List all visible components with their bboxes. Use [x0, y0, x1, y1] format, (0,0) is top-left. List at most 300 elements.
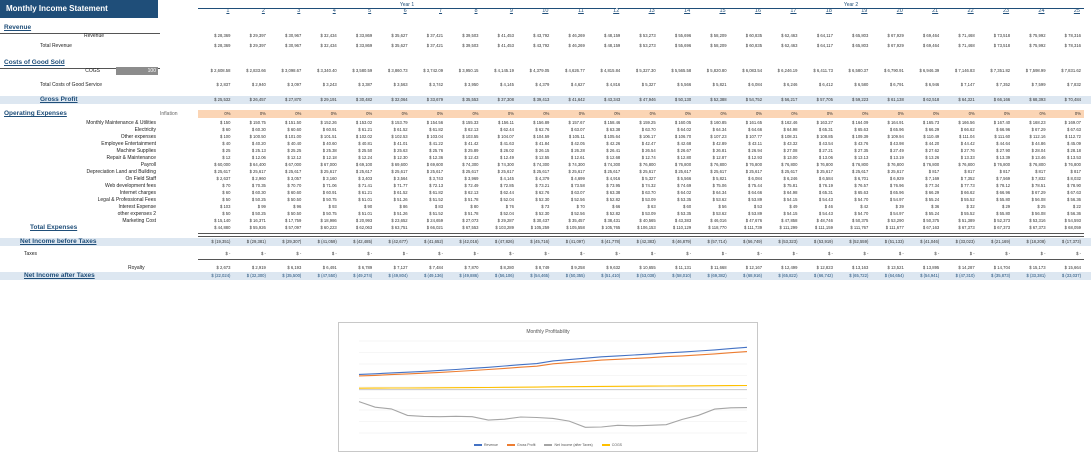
cell: $ 12.18	[322, 155, 337, 160]
cell: $ 55,926	[249, 225, 266, 230]
cell: $ 40.20	[251, 141, 266, 146]
cell: $ 6,084	[748, 82, 763, 87]
cell: $ 73,518	[993, 43, 1011, 48]
row-gross-profit	[0, 96, 1091, 104]
month-header-12: 12	[613, 8, 620, 14]
cell: $ 67,373	[993, 225, 1011, 230]
tax-cell: $ -	[579, 251, 585, 256]
row-total-cogs	[0, 81, 1091, 89]
cell: $ 27,870	[285, 97, 302, 102]
cell: $ 64.02	[677, 190, 692, 195]
cell: $ 78,316	[1064, 43, 1081, 48]
cell: $ 25,617	[887, 169, 904, 174]
cell: $ 25,617	[781, 169, 798, 174]
month-header-17: 17	[790, 8, 797, 14]
row-cogs	[0, 67, 1091, 75]
cell: $ 160.85	[710, 120, 727, 125]
cell: 0%	[1004, 111, 1011, 116]
cell: $ 61.21	[358, 190, 373, 195]
cell: $ 25.25	[287, 148, 302, 153]
cell: $ (35,873)	[991, 273, 1011, 278]
cell: $ 6,193	[287, 265, 302, 270]
cell: $ 64.34	[712, 190, 727, 195]
cell: $ 4,815.84	[600, 68, 621, 73]
cell: $ 52.04	[499, 211, 514, 216]
month-header-21: 21	[932, 8, 939, 14]
cell: $ 9,258	[570, 265, 585, 270]
cell: $ 6,084	[748, 176, 763, 181]
cell: $ 27.76	[960, 148, 975, 153]
month-header-11: 11	[578, 8, 584, 14]
cell: 0%	[826, 111, 833, 116]
cell: $ 73,518	[993, 33, 1011, 38]
cell: $ 4,627	[570, 82, 585, 87]
cell: $ 3,743	[429, 176, 444, 181]
cell: $ 56.08	[1031, 197, 1046, 202]
cell: $ 32,434	[320, 33, 337, 38]
cell: $ 105.64	[603, 134, 621, 139]
cell: $ 61.82	[429, 190, 444, 195]
cell: $ 25,617	[497, 169, 514, 174]
tax-cell: $ -	[969, 251, 975, 256]
cell: $ 43.32	[783, 141, 798, 146]
cell: $ (49,274)	[353, 273, 373, 278]
cell: $ 164.91	[887, 120, 904, 125]
cell: $ 50.25	[251, 197, 266, 202]
year-2-header: Year 2	[618, 2, 1084, 9]
cell: $ 61.82	[429, 127, 444, 132]
cell: $ 25,617	[355, 169, 373, 174]
cell: $ 53.89	[748, 197, 763, 202]
row-label: On Field Staff	[125, 176, 156, 182]
cell: $ (45,716)	[530, 239, 550, 244]
cell: $ 12.43	[464, 155, 479, 160]
cell: $ 106.17	[639, 134, 656, 139]
cell: $ 69,600	[426, 162, 444, 167]
cell: $ 53,290	[887, 218, 904, 223]
cell: 0%	[224, 111, 231, 116]
cell: $ 35,553	[462, 97, 479, 102]
cell: $ 6,411.73	[813, 68, 833, 73]
cell: $ 60	[683, 204, 692, 209]
cell: $ (47,310)	[955, 273, 975, 278]
cell: $ 70.70	[287, 183, 302, 188]
cell: $ 52,388	[710, 97, 727, 102]
cell: $ 27.21	[818, 148, 833, 153]
cell: $ 74.69	[677, 183, 692, 188]
cell: 0%	[685, 111, 692, 116]
cell: 0%	[968, 111, 975, 116]
row-label: Web development fees	[104, 183, 156, 189]
cell: $ 4,699	[570, 176, 585, 181]
cell: $ 70	[222, 183, 231, 188]
profitability-chart[interactable]	[338, 322, 758, 452]
row-total-expenses	[0, 224, 1091, 232]
cell: $ 25,617	[391, 169, 408, 174]
cell: $ 151.50	[285, 120, 302, 125]
month-header-16: 16	[754, 8, 762, 14]
cell: $ (49,886)	[459, 273, 479, 278]
month-header-10: 10	[542, 8, 549, 14]
cell: $ 52.56	[570, 211, 585, 216]
cell: $ 63.70	[641, 190, 656, 195]
cell: $ 105.11	[568, 134, 585, 139]
cell: $ 3,742	[429, 82, 444, 87]
cell: $ 99	[257, 204, 266, 209]
cell: $ 76,800	[816, 162, 833, 167]
cell: $ 75.44	[748, 183, 763, 188]
cell: $ (29,307)	[282, 239, 302, 244]
cell: $ 63.07	[570, 127, 585, 132]
series-line-revenue	[359, 347, 747, 374]
cell: $ 25,617	[568, 169, 585, 174]
cell: $ 167.40	[993, 120, 1011, 125]
cell: $ 56,217	[781, 97, 798, 102]
cell: $ 55.52	[960, 211, 975, 216]
cell: $ 29,397	[249, 33, 266, 38]
cell: $ 112.72	[1064, 134, 1081, 139]
cell: 0%	[259, 111, 266, 116]
cell: $ (53,038)	[636, 273, 656, 278]
cell: $ 73.21	[535, 183, 550, 188]
cell: $ 86	[399, 204, 408, 209]
cell: $ 14,287	[958, 265, 975, 270]
cell: $ 3,564	[393, 176, 408, 181]
cell: $ 3,563	[393, 82, 408, 87]
tax-cell: $ -	[509, 251, 514, 256]
cell: $ 26.41	[606, 148, 621, 153]
chart-plot	[339, 323, 757, 451]
cell: $ 70,484	[1064, 97, 1081, 102]
cell: $ 28.04	[1031, 148, 1046, 153]
cell: $ 101.51	[320, 134, 337, 139]
cell: $ 56.08	[1031, 211, 1046, 216]
cell: $ 154.56	[426, 120, 444, 125]
cell: $ 105,765	[601, 225, 621, 230]
cell: 0%	[720, 111, 727, 116]
cell: $ 30,967	[285, 43, 302, 48]
cell: $ 54.97	[889, 211, 904, 216]
cell: $ (19,351)	[211, 239, 231, 244]
cell: $ 48,159	[603, 33, 621, 38]
cell: $ 50.75	[322, 197, 337, 202]
cell: $ 25,617	[710, 169, 727, 174]
row-total-revenue	[0, 42, 1091, 50]
month-header-1: 1	[226, 8, 230, 14]
cell: $ 67,163	[922, 225, 940, 230]
cell: $ 103.04	[426, 134, 444, 139]
month-header-7: 7	[439, 8, 443, 14]
cell: $ 52.30	[535, 211, 550, 216]
cell: $ 12.55	[535, 155, 550, 160]
tax-cell: $ -	[1076, 251, 1081, 256]
cell: $ 78,316	[1064, 33, 1081, 38]
cell: $ 66.29	[925, 127, 940, 132]
cell: $ 61.21	[358, 127, 373, 132]
cell: $ 15,173	[1029, 265, 1046, 270]
cell: $ (22,024)	[211, 273, 231, 278]
cell: $ 33,869	[355, 43, 373, 48]
cell: $ (57,714)	[707, 239, 727, 244]
cell: $ 159.25	[639, 120, 656, 125]
cell: $ 64,400	[249, 162, 266, 167]
cell: $ 157.67	[568, 120, 585, 125]
cell: $ 3,098.67	[281, 68, 302, 73]
cell: $ (33,381)	[1026, 273, 1046, 278]
cell: $ (18,208)	[1026, 239, 1046, 244]
cell: $ 53,273	[639, 33, 656, 38]
cell: $ (33,023)	[955, 239, 975, 244]
cell: $ 76	[505, 204, 514, 209]
cell: $ 43,792	[533, 33, 550, 38]
cell: $ 25,617	[285, 169, 302, 174]
cell: $ 76,800	[1029, 162, 1046, 167]
cell: $ 7,352	[960, 176, 975, 181]
cell: $ 7,569	[996, 176, 1011, 181]
cell: $ 13,163	[852, 265, 869, 270]
cell: $ 57,705	[816, 97, 833, 102]
tax-cell: $ -	[473, 251, 479, 256]
cell: $ 51.78	[464, 197, 479, 202]
cell: $ 104.59	[533, 134, 550, 139]
cell: $ 78.90	[1067, 183, 1081, 188]
cell: $ 2,833.66	[246, 68, 266, 73]
cell: $ 54.43	[818, 211, 833, 216]
cell: $ 13.46	[1031, 155, 1046, 160]
month-header-3: 3	[297, 8, 301, 14]
cell: $ 7,484	[429, 265, 444, 270]
month-header-9: 9	[509, 8, 513, 14]
cell: $ 6,791	[889, 82, 904, 87]
cell: $ 26.54	[641, 148, 656, 153]
tax-cell: $ -	[792, 251, 798, 256]
tax-cell: $ -	[296, 251, 302, 256]
cell: $ 90	[364, 204, 373, 209]
cell: $ 64.66	[748, 190, 763, 195]
cell: $ 71.06	[322, 183, 337, 188]
cell: $ 67.63	[1067, 127, 1081, 132]
row-label: Depreciation Land and Building	[86, 169, 156, 175]
cell: $ 37,421	[426, 33, 444, 38]
cell: $ 51.52	[429, 211, 444, 216]
month-header-4: 4	[332, 8, 336, 14]
cell: $ 65.96	[889, 190, 904, 195]
cell: $ 33,679	[426, 97, 444, 102]
cell: $ 3,950	[464, 82, 479, 87]
cell: $ 67,373	[1029, 225, 1046, 230]
cell: $ 51.01	[358, 197, 373, 202]
cell: $ 7,599	[1031, 82, 1046, 87]
month-header-15: 15	[719, 8, 726, 14]
cell: $ 47,676	[745, 218, 763, 223]
cell: $ 6,412	[818, 82, 833, 87]
cell: $ 23,652	[391, 218, 408, 223]
cell: $ 53.89	[748, 211, 763, 216]
cell: $ 152.26	[320, 120, 337, 125]
cell: $ 12.49	[499, 155, 514, 160]
cell: $ 36	[931, 204, 940, 209]
section-net-after-taxes: Net Income after Taxes	[24, 272, 95, 279]
cell: $ 4,916	[606, 176, 621, 181]
cell: $ (41,097)	[565, 239, 585, 244]
cell: $ 12.80	[677, 155, 692, 160]
cell: $ 8,280	[499, 265, 514, 270]
cell: 0%	[791, 111, 798, 116]
cell: $ 60.30	[251, 127, 266, 132]
cell: $ 13.53	[1067, 155, 1081, 160]
royalty-label: Royalty	[128, 265, 145, 271]
cell: $ 51.78	[464, 211, 479, 216]
month-header-13: 13	[648, 8, 655, 14]
cell: $ 80	[470, 204, 479, 209]
cell: $ 63.38	[606, 127, 621, 132]
cell: $ 63.07	[570, 190, 585, 195]
cell: $ 14,704	[993, 265, 1011, 270]
cell: 0%	[755, 111, 763, 116]
cell: $ 105,558	[566, 225, 585, 230]
cell: $ 25,617	[462, 169, 479, 174]
cell: $ 13.13	[854, 155, 869, 160]
cell: $ (51,133)	[884, 239, 904, 244]
cell: $ 108.31	[781, 134, 798, 139]
cell: $ 3,742.09	[423, 68, 444, 73]
cell: $ 25.13	[251, 148, 266, 153]
cell: $ (49,136)	[423, 273, 444, 278]
cell: $ 108.85	[816, 134, 833, 139]
cell: $ 51.01	[358, 211, 373, 216]
cell: $ 33,869	[355, 33, 373, 38]
cell: $ 111.04	[958, 134, 975, 139]
cell: $ 3,340.40	[316, 68, 337, 73]
cell: $ (42,485)	[353, 239, 373, 244]
cell: $ 5,821	[712, 176, 727, 181]
cell: 0%	[614, 111, 621, 116]
row-label: Machine Supplies	[116, 148, 156, 154]
cell: $ 66.96	[996, 127, 1011, 132]
cell: $ (17,373)	[1061, 239, 1081, 244]
cell: $ 13.33	[960, 155, 975, 160]
cell: $ 35,457	[568, 218, 585, 223]
cell: 0%	[897, 111, 904, 116]
cell: $ 42.68	[677, 141, 692, 146]
tax-cell: $ -	[934, 251, 940, 256]
cell: $ 29,287	[497, 218, 514, 223]
cell: $ 64,117	[816, 43, 833, 48]
cell: $ 25.63	[393, 148, 408, 153]
cell: $ 47,858	[781, 218, 798, 223]
cell: $ (64,654)	[884, 273, 904, 278]
cell: $ 59,223	[852, 97, 869, 102]
cell: $ 76,800	[1064, 162, 1081, 167]
cell: $ 12.06	[251, 155, 266, 160]
cell: $ 6,246	[783, 82, 798, 87]
cogs-percent-input[interactable]: 100	[116, 67, 158, 75]
cell: $ 62.76	[535, 127, 550, 132]
cell: $ 6,580.37	[848, 68, 869, 73]
cell: $ 76,800	[674, 162, 692, 167]
cell: $ 51.26	[393, 211, 408, 216]
cell: $ 3,160	[322, 176, 337, 181]
cell: $ 50.50	[287, 197, 302, 202]
cell: $ 72.13	[429, 183, 444, 188]
cell: $ 11,131	[675, 265, 692, 270]
cell: $ 2,960	[251, 176, 266, 181]
cell: $ 30,967	[285, 33, 302, 38]
cell: $ 62.44	[499, 190, 514, 195]
cell: $ 25,617	[426, 169, 444, 174]
cell: $ 26.15	[535, 148, 550, 153]
cell: $ 39,503	[462, 33, 479, 38]
cell: $ 169.07	[1064, 120, 1081, 125]
cell: $ 107.23	[710, 134, 727, 139]
cell: $ 70	[576, 204, 585, 209]
cell: 0%	[933, 111, 940, 116]
cell: $ 66	[612, 204, 621, 209]
cell: $ 62.44	[499, 127, 514, 132]
cell: $ 53,273	[639, 43, 656, 48]
cell: $ 83	[434, 204, 444, 209]
cell: $ 67,373	[958, 225, 975, 230]
cell: $ 9,632	[606, 265, 621, 270]
cell: $ 52.30	[535, 197, 550, 202]
cell: $ 54,593	[1064, 218, 1081, 223]
cell: $ 53.09	[641, 197, 656, 202]
cell: $ 50,130	[674, 97, 692, 102]
cell: 0%	[472, 111, 479, 116]
month-header-23: 23	[1002, 8, 1010, 14]
cell: $ 166.56	[958, 120, 975, 125]
cell: $ 42.26	[606, 141, 621, 146]
cell: $ (52,559)	[849, 239, 869, 244]
cell: $ 27.90	[996, 148, 1011, 153]
cell: $ 3,057	[287, 176, 302, 181]
cell: $ 13.00	[783, 155, 798, 160]
cell: $ 43,792	[533, 43, 550, 48]
cell: $ 54.70	[854, 211, 869, 216]
cell: $ 39,413	[533, 97, 550, 102]
cell: $ 118,770	[708, 225, 727, 230]
cell: $ 70.35	[251, 183, 266, 188]
cell: $ 76,800	[993, 162, 1011, 167]
legend-gross-profit: Gross Profit	[507, 443, 535, 447]
cell: $ 44.20	[925, 141, 940, 146]
cell: $ 29,191	[320, 97, 337, 102]
cell: $ 13.26	[925, 155, 940, 160]
cell: $ 25,617	[533, 169, 550, 174]
cell: $ 158.46	[603, 120, 621, 125]
cell: $ 25.50	[358, 148, 373, 153]
cell: $ (41,652)	[423, 239, 444, 244]
cell: $ 20,993	[355, 218, 373, 223]
cell: $ 4,379	[535, 82, 550, 87]
cell: 0%	[543, 111, 550, 116]
row-label: Employee Entertainment	[101, 141, 156, 147]
cell: $ 38,431	[603, 218, 621, 223]
cell: $ 42.47	[641, 141, 656, 146]
tax-cell: $ -	[650, 251, 656, 256]
tax-cell: $ -	[615, 251, 621, 256]
cell: 0%	[649, 111, 656, 116]
cell: $ 12.68	[606, 155, 621, 160]
cell: 0%	[437, 111, 444, 116]
cell: $ 64.02	[677, 127, 692, 132]
cell: $ 27.35	[854, 148, 869, 153]
row-label: Monthly Maintenance & Utilities	[86, 120, 156, 126]
cell: $ 76.19	[818, 183, 833, 188]
row-label: Total Revenue	[40, 43, 72, 49]
cell: $ 111,299	[779, 225, 798, 230]
cell: $ 46,016	[710, 218, 727, 223]
